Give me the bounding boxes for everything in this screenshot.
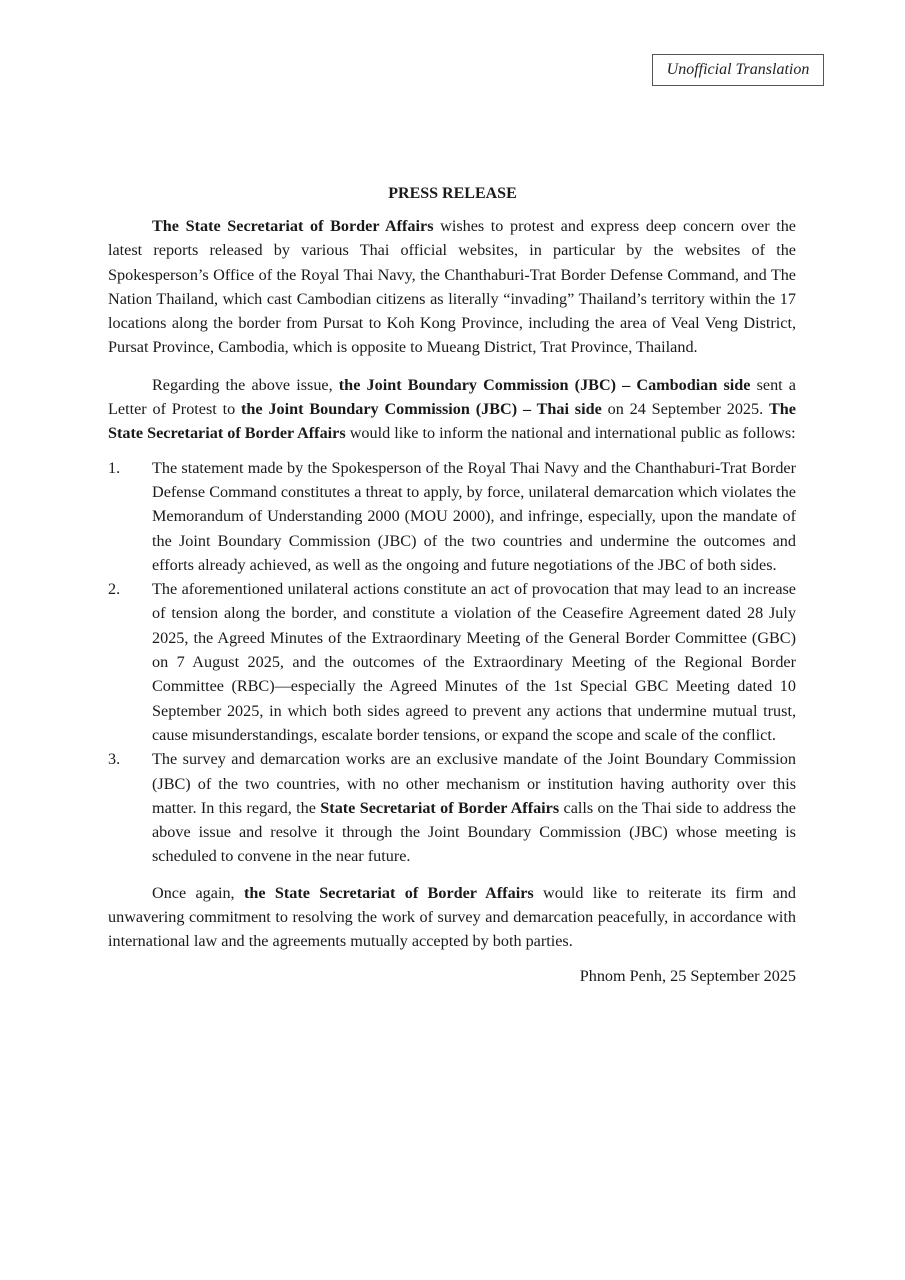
numbered-points-list: [108, 456, 796, 869]
bold-entity: the State Secretariat of Border Affairs: [243, 883, 534, 902]
list-item-number: 1.: [108, 458, 121, 477]
paragraph-text: on 24 September 2025.: [601, 400, 769, 419]
paragraph-text: wishes to protest and express deep concern over the latest reports released by various Thai official websites, in particular by the websites of the Spokesperson’s Office of the Royal Thai Navy, the Chanthaburi-Trat Border Defense Command, and The Nation Thailand, which cast Cambodian citizens as literally “invading” Thailand’s territory within the 17 locations along the border from Pursat to Koh Kong Province, including the area of Veal Veng District, Pursat Province, Cambodia, which is opposite to Mueang District, Trat Province, Thailand.: [108, 217, 796, 357]
bold-entity: The State Secretariat of Border Affairs: [152, 217, 434, 235]
list-item: [108, 456, 796, 577]
paragraph-text: Regarding the above issue,: [152, 375, 339, 394]
list-item-number: 3.: [108, 750, 121, 769]
bold-entity: the Joint Boundary Commission (JBC) – Cambodian side: [338, 375, 751, 394]
paragraph-intro: [108, 214, 796, 360]
list-item-text: The aforementioned unilateral actions constitute an act of provocation that may lead to an increase of tension along the border, and constitute a violation of the Ceasefire Agreement dated 28 July 2025, the Agreed Minutes of the Extraordinary Meeting of the General Border Committee (GBC) on 7 August 2025, and the outcomes of the Extraordinary Meeting of the Regional Border Committee (RBC)—especially the Agreed Minutes of the 1st Special GBC Meeting dated 10 September 2025, in which both sides agreed to prevent any actions that undermine mutual trust, cause misunderstandings, escalate border tensions, or expand the scope and scale of the conflict.: [152, 580, 796, 744]
place-date-signature: Phnom Penh, 25 September 2025: [579, 966, 796, 985]
list-item: [108, 747, 796, 868]
paragraph-protest-letter: [108, 373, 796, 446]
paragraph-text: would like to reiterate its firm and unwavering commitment to resolving the work of survey and demarcation peacefully, in accordance with international law and the agreements mutually accepted by both parties.: [108, 883, 796, 951]
bold-entity: State Secretariat of Border Affairs: [320, 798, 560, 817]
unofficial-translation-stamp: Unofficial Translation: [652, 54, 824, 86]
list-item-number: 2.: [108, 580, 121, 599]
list-item-text: The survey and demarcation works are an exclusive mandate of the Joint Boundary Commission (JBC) of the two countries, with no other mechanism or institution having authority over this matter. In this regard, the: [152, 750, 796, 817]
bold-entity: The State Secretariat of Border Affairs: [108, 400, 796, 443]
document-title: PRESS RELEASE: [388, 185, 517, 202]
list-item-text: The statement made by the Spokesperson of the Royal Thai Navy and the Chanthaburi-Trat Border Defense Command constitutes a threat to apply, by force, unilateral demarcation which violates the Memorandum of Understanding 2000 (MOU 2000), and infringe, especially, upon the mandate of the Joint Boundary Commission (JBC) of the two countries and undermine the outcomes and efforts already achieved, as well as the ongoing and future negotiations of the JBC of both sides.: [152, 458, 796, 574]
paragraph-text: Once again,: [152, 883, 244, 902]
paragraph-text: sent a Letter of Protest to: [108, 375, 796, 419]
paragraph-conclusion: [108, 881, 796, 954]
document-body: [108, 214, 796, 988]
paragraph-text: would like to inform the national and international public as follows:: [345, 424, 796, 443]
bold-entity: the Joint Boundary Commission (JBC) – Thai side: [241, 400, 602, 419]
list-item: [108, 577, 796, 747]
list-item-text: calls on the Thai side to address the above issue and resolve it through the Joint Boundary Commission (JBC) whose meeting is scheduled to convene in the near future.: [152, 798, 796, 866]
